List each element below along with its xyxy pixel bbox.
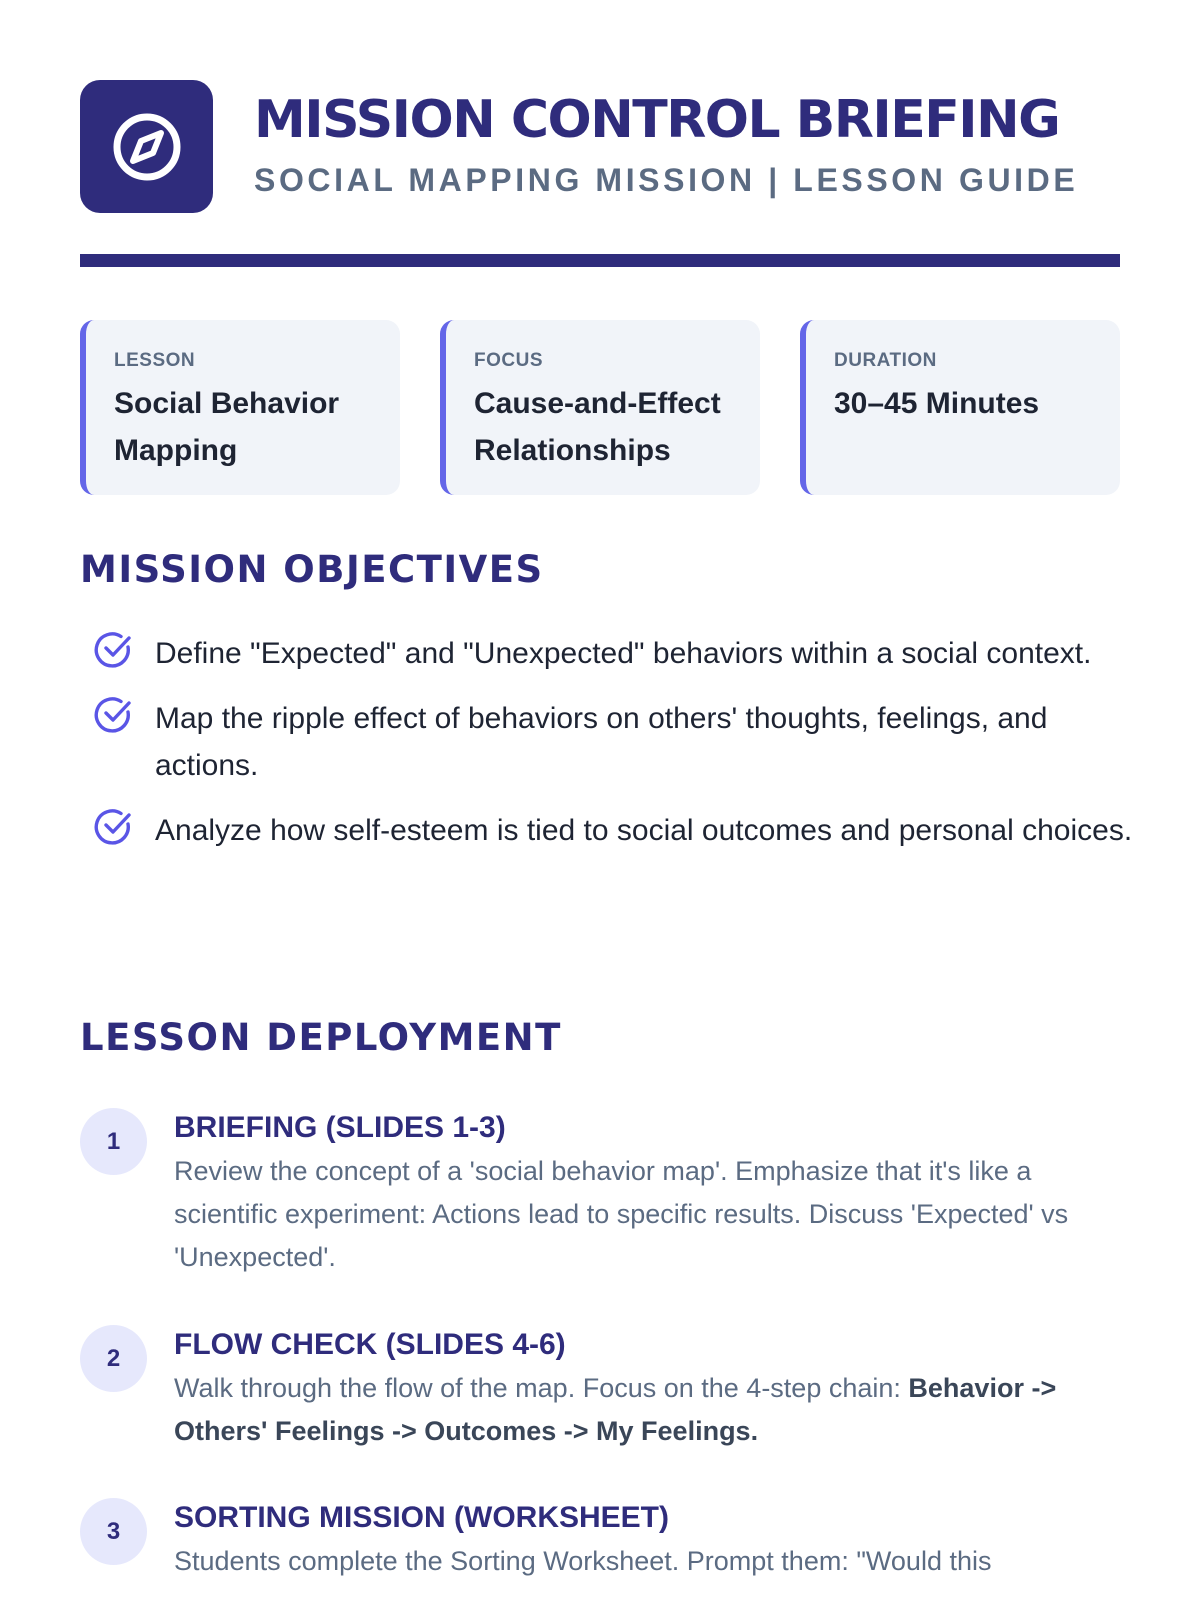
list-item [80,695,1140,789]
lesson-info-cards [80,320,1120,495]
step-title: SORTING MISSION (WORKSHEET) [174,1501,669,1534]
lesson-card [80,320,400,495]
compass-icon [111,111,183,183]
objectives-list [80,630,1140,872]
step-description-text: Review the concept of a 'social behavior map'. Emphasize that it's like a scientific experiment: Actions lead to specific results. Discuss 'Expected' vs 'Unexpected'. [174,1156,1069,1272]
card-label: LESSON [114,350,196,371]
deployment-heading: LESSON DEPLOYMENT [80,1016,562,1059]
focus-card [440,320,760,495]
step-title: FLOW CHECK (SLIDES 4-6) [174,1328,566,1361]
step-description [174,1367,1134,1453]
step-description-text: Walk through the flow of the map. Focus on the 4-step chain: [174,1373,909,1403]
check-circle-icon [94,695,134,735]
logo-badge [80,80,213,213]
step-number-badge: 3 [80,1498,147,1565]
step-number-badge: 2 [80,1325,147,1392]
objective-text: Define "Expected" and "Unexpected" behaviors within a social context. [155,637,1092,670]
card-value: Cause-and-Effect Relationships [474,387,721,467]
flow-chain-emphasis: Behavior -> Others' Feelings -> Outcomes -> My Feelings. [174,1373,1057,1446]
card-value: 30–45 Minutes [834,387,1040,420]
check-circle-icon [94,807,134,847]
header-divider [80,254,1120,267]
list-item [80,630,1140,677]
card-label: FOCUS [474,350,543,371]
duration-card [800,320,1120,495]
check-circle-icon [94,630,134,670]
step-body [174,1108,1134,1279]
objective-text: Analyze how self-esteem is tied to social outcomes and personal choices. [155,814,1133,847]
step-description [174,1540,1134,1583]
page-subtitle: SOCIAL MAPPING MISSION | LESSON GUIDE [254,162,1079,198]
card-value: Social Behavior Mapping [114,387,340,467]
card-label: DURATION [834,350,937,371]
step-number-badge: 1 [80,1108,147,1175]
objective-text: Map the ripple effect of behaviors on others' thoughts, feelings, and actions. [155,702,1048,782]
step-body [174,1498,1134,1583]
page-title: MISSION CONTROL BRIEFING [254,90,1060,150]
step-description [174,1150,1134,1279]
step-description-text: Students complete the Sorting Worksheet. Prompt them: "Would this [174,1546,992,1576]
step-title: BRIEFING (SLIDES 1-3) [174,1111,506,1144]
list-item [80,807,1140,854]
briefing-header [80,80,1120,215]
objectives-heading: MISSION OBJECTIVES [80,548,544,591]
step-body [174,1325,1134,1453]
